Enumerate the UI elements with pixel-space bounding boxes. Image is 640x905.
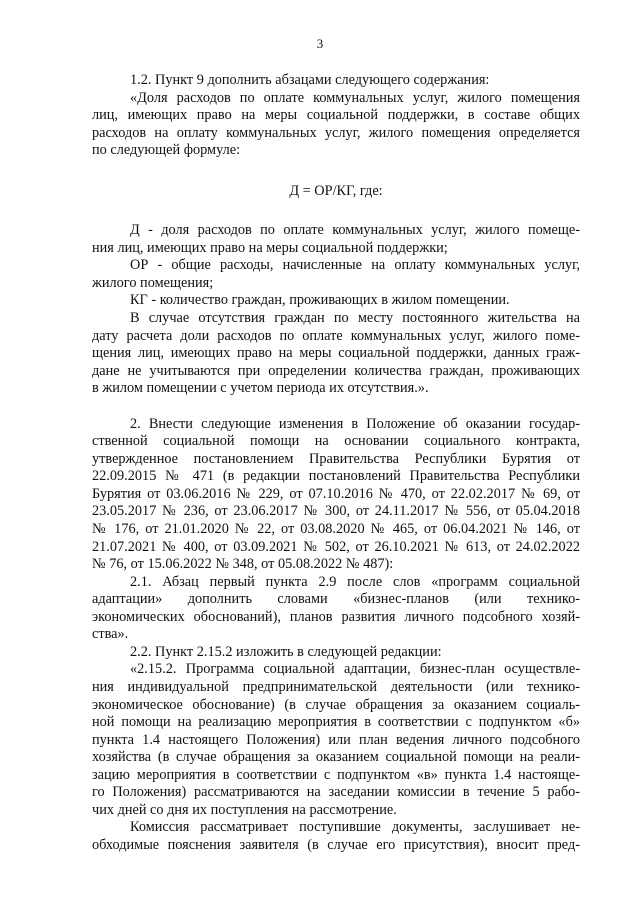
paragraph-gap (92, 398, 580, 416)
paragraph-or-definition: ОР - общие расходы, начисленные на оплату коммунальных услуг, жилого помещения; (92, 257, 580, 291)
paragraph-1-2: 1.2. Пункт 9 дополнить абзацами следующего содержания: (130, 72, 490, 88)
paragraph-2-15-2: «2.15.2. Программа социальной адаптации, бизнес-план осуществле- ния индивидуальной предпринимательской деятельности (или технико- экономическое обоснование) (в случае обращения за оказанием социаль- ной помощи на реализацию мероприятия в соответствии с подпунктом «б» пункта 1.4 настоящего Положения) или план ведения личного подсобного хозяйства (в случае обращения за оказанием социальной помощи на реали- зацию мероприятия в соответствии с подпунктом «в» пункта 1.4 настояще- го Положения) рассматриваются на заседании комиссии в течение 5 рабо- чих дней со дня их поступления на рассмотрение. (92, 661, 580, 818)
paragraph-absence-case: В случае отсутствия граждан по месту постоянного жительства на дату расчета доли расходов по оплате коммунальных услуг, жилого поме- щения лиц, имеющих право на меры социальной поддержки, данных граж- дане не учитываются при определении количества граждан, проживающих в жилом помещении с учетом периода их отсутствия.». (92, 310, 580, 397)
paragraph-2-1: 2.1. Абзац первый пункта 2.9 после слов «программ социальной адаптации» дополнить словами «бизнес-планов (или технико- экономических обоснований), планов развития личного подсобного хозяй- ства». (92, 573, 580, 643)
paragraph-d-definition: Д - доля расходов по оплате коммунальных услуг, жилого помеще- ния лиц, имеющих право на меры социальной поддержки; (92, 222, 580, 256)
paragraph-2-2: 2.2. Пункт 2.15.2 изложить в следующей редакции: (130, 643, 442, 660)
paragraph-share-definition: «Доля расходов по оплате коммунальных услуг, жилого помещения лиц, имеющих право на меры социальной поддержки, в составе общих расходов на оплату коммунальных услуг, жилого помещения определяется по следующей формуле: (92, 89, 580, 159)
paragraph-2-amendments: 2. Внести следующие изменения в Положение об оказании государ- ственной социальной помощи на основании социального контракта, утвержденное постановлением Правительства Республики Бурятия от 22.09.2015 № 471 (в редакции постановлений Правительства Республики Бурятия от 03.06.2016 № 229, от 07.10.2016 № 470, от 22.02.2017 № 69, от 23.05.2017 № 236, от 23.06.2017 № 300, от 24.11.2017 № 556, от 05.04.2018 № 176, от 21.01.2020 № 22, от 03.08.2020 № 465, от 06.04.2021 № 146, от 21.07.2021 № 400, от 03.09.2021 № 502, от 26.10.2021 № 613, от 24.02.2022 № 76, от 15.06.2022 № 348, от 05.08.2022 № 487): (92, 415, 580, 573)
page-number: 3 (316, 36, 324, 51)
paragraph-kg-definition: КГ - количество граждан, проживающих в жилом помещении. (130, 292, 510, 309)
document-body (92, 72, 580, 854)
paragraph-commission: Комиссия рассматривает поступившие документы, заслушивает не- обходимые пояснения заявителя (в случае его присутствия), вносит пред- (92, 819, 580, 853)
formula: Д = ОР/КГ, где: (289, 182, 383, 199)
